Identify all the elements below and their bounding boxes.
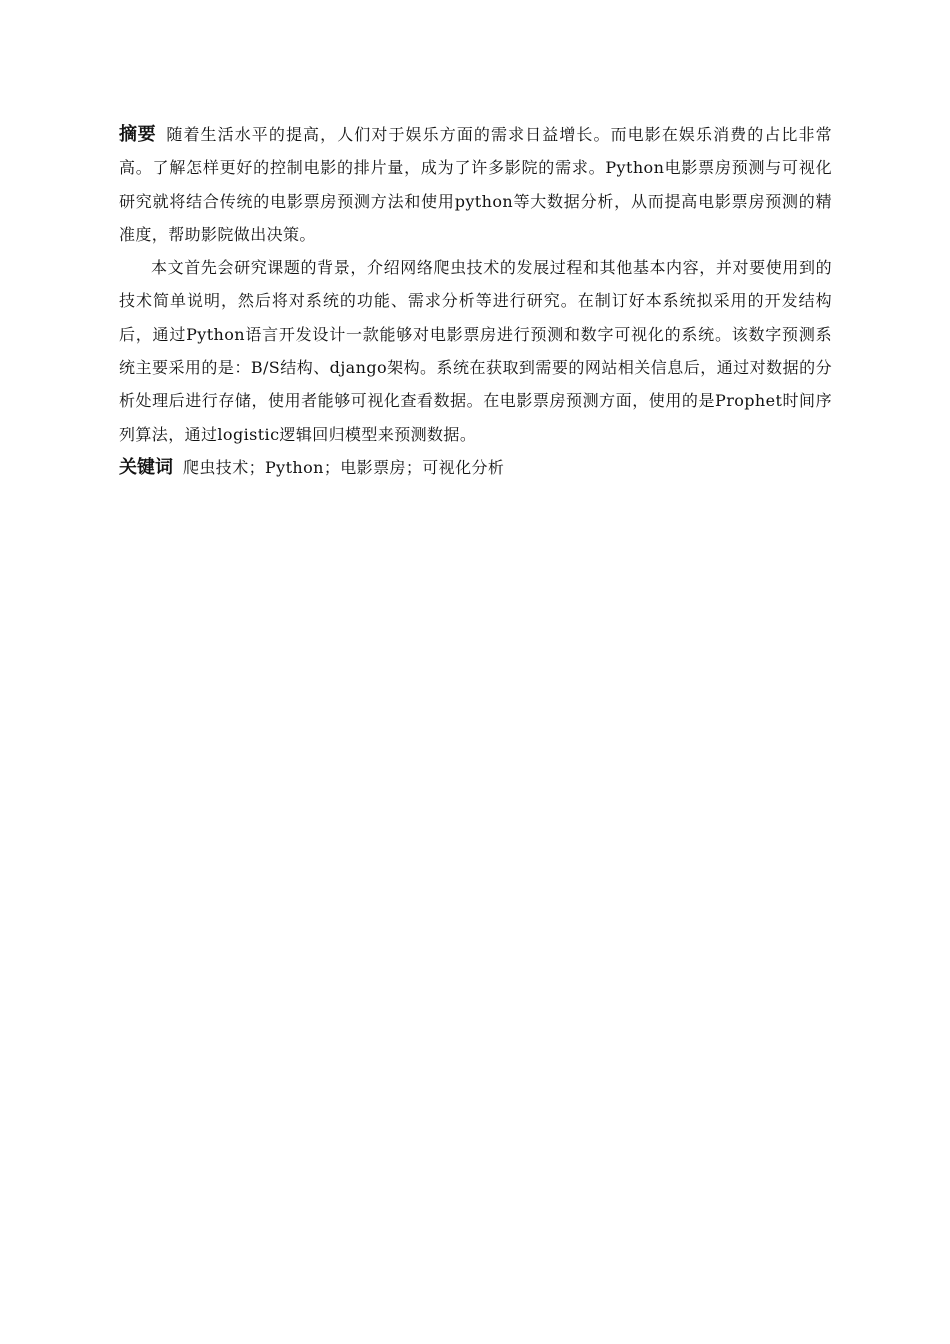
abstract-text-1: 随着生活水平的提高，人们对于娱乐方面的需求日益增长。而电影在娱乐消费的占比非常高。了解怎样更好的控制电影的排片量，成为了许多影院的需求。Python电影票房预测与可视化研究就将结合传统的电影票房预测方法和使用python等大数据分析，从而提高电影票房预测的精准度，帮助影院做出决策。 <box>119 125 832 244</box>
keywords-line <box>119 451 832 484</box>
keywords-heading: 关键词 <box>119 456 173 478</box>
keywords-text: 爬虫技术；Python；电影票房；可视化分析 <box>183 457 505 477</box>
abstract-heading: 摘要 <box>119 124 157 145</box>
abstract-paragraph-1 <box>119 118 832 251</box>
abstract-page <box>119 118 832 484</box>
abstract-paragraph-2: 本文首先会研究课题的背景，介绍网络爬虫技术的发展过程和其他基本内容，并对要使用到的技术简单说明，然后将对系统的功能、需求分析等进行研究。在制订好本系统拟采用的开发结构后，通过Python语言开发设计一款能够对电影票房进行预测和数字可视化的系统。该数字预测系统主要采用的是：B/S结构、django架构。系统在获取到需要的网站相关信息后，通过对数据的分析处理后进行存储，使用者能够可视化查看数据。在电影票房预测方面，使用的是Prophet时间序列算法，通过logistic逻辑回归模型来预测数据。 <box>119 258 832 444</box>
